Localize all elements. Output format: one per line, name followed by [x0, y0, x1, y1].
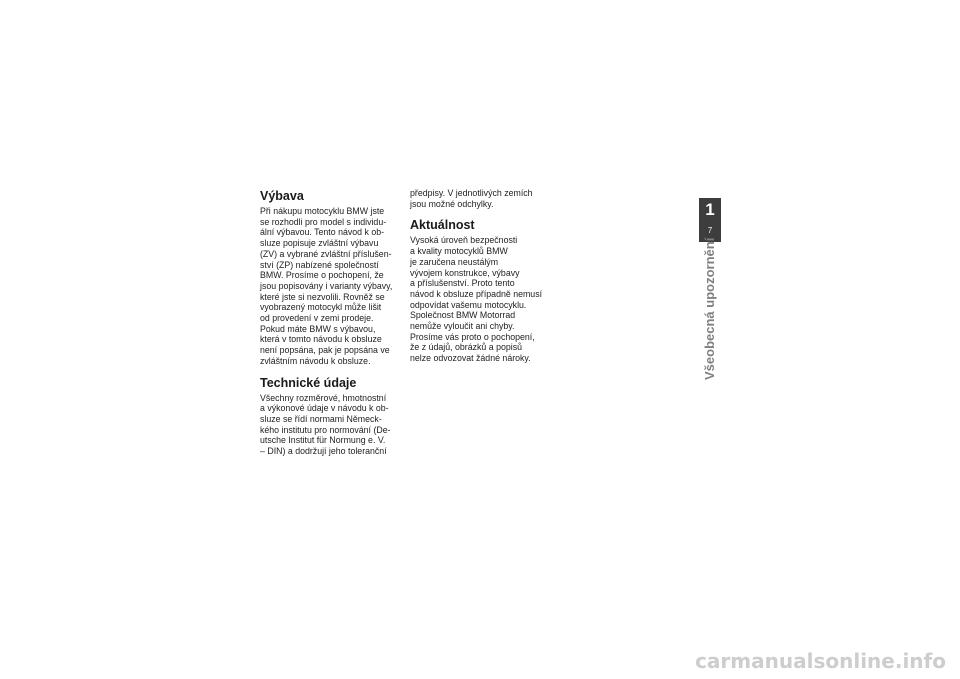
text-line: vývojem konstrukce, výbavy	[410, 267, 520, 278]
text-line: a kvality motocyklů BMW	[410, 246, 508, 257]
text-line: ální výbavou. Tento návod k ob-	[260, 227, 385, 238]
text-line: ství (ZP) nabízené společností	[260, 259, 379, 270]
chapter-number: 1	[705, 200, 715, 219]
section-aktualnost	[410, 217, 560, 363]
text-line: Vysoká úroveň bezpečnosti	[410, 235, 518, 246]
text-line: předpisy. V jednotlivých zemích	[410, 188, 533, 198]
text-line: utsche Institut für Normung e. V.	[260, 435, 386, 446]
text-line: není popsána, pak je popsána ve	[260, 345, 390, 356]
text-line: a příslušenství. Proto tento	[410, 278, 515, 289]
text-line: Všechny rozměrové, hmotnostní	[260, 392, 387, 403]
text-line: sluze popisuje zvláštní výbavu	[260, 238, 379, 249]
text-line: zvláštním návodu k obsluze.	[260, 355, 371, 366]
text-line: (ZV) a vybrané zvláštní příslušen-	[260, 248, 392, 259]
chapter-title: Všeobecná upozornění	[702, 237, 717, 380]
watermark: carmanualsonline.info	[695, 649, 946, 673]
section-heading-aktualnost: Aktuálnost	[410, 218, 475, 233]
text-line: BMW. Prosíme o pochopení, že	[260, 270, 384, 281]
section-technicke-udaje	[260, 375, 410, 457]
text-line: – DIN) a dodržují jeho toleranční	[260, 446, 387, 457]
page-number: 7	[707, 226, 713, 235]
text-line: která v tomto návodu k obsluze	[260, 334, 382, 345]
section-heading-technicke-udaje: Technické údaje	[260, 375, 357, 390]
continuation-text	[410, 188, 560, 209]
text-line: odpovídat vašemu motocyklu.	[410, 299, 527, 310]
text-line: jsou popisovány i varianty výbavy,	[260, 280, 393, 291]
text-line: od provedení v zemi prodeje.	[260, 313, 374, 324]
text-line: Společnost BMW Motorrad	[410, 310, 516, 321]
text-line: sluze se řídí normami Německ-	[260, 413, 382, 424]
text-line: vyobrazený motocykl může lišit	[260, 302, 382, 313]
right-column	[410, 188, 560, 372]
text-line: že z údajů, obrázků a popisů	[410, 342, 522, 353]
text-line: které jste si nezvolili. Rovněž se	[260, 291, 385, 302]
text-line: Při nákupu motocyklu BMW jste	[260, 206, 385, 216]
text-line: kého institutu pro normování (De-	[260, 424, 391, 435]
left-column	[260, 188, 410, 465]
text-line: se rozhodli pro model s individu-	[260, 216, 387, 227]
text-line: návod k obsluze případně nemusí	[410, 288, 543, 299]
text-line: a výkonové údaje v návodu k ob-	[260, 403, 389, 414]
section-vybava	[260, 188, 410, 367]
chapter-tab	[699, 198, 721, 242]
text-line: Pokud máte BMW s výbavou,	[260, 323, 376, 334]
text-line: Prosíme vás proto o pochopení,	[410, 331, 535, 342]
text-line: nemůže vyloučit ani chyby.	[410, 321, 515, 332]
text-line: nelze odvozovat žádné nároky.	[410, 353, 531, 364]
text-line: je zaručena neustálým	[410, 256, 499, 267]
text-line: jsou možné odchylky.	[410, 198, 494, 209]
section-heading-vybava: Výbava	[260, 189, 304, 203]
